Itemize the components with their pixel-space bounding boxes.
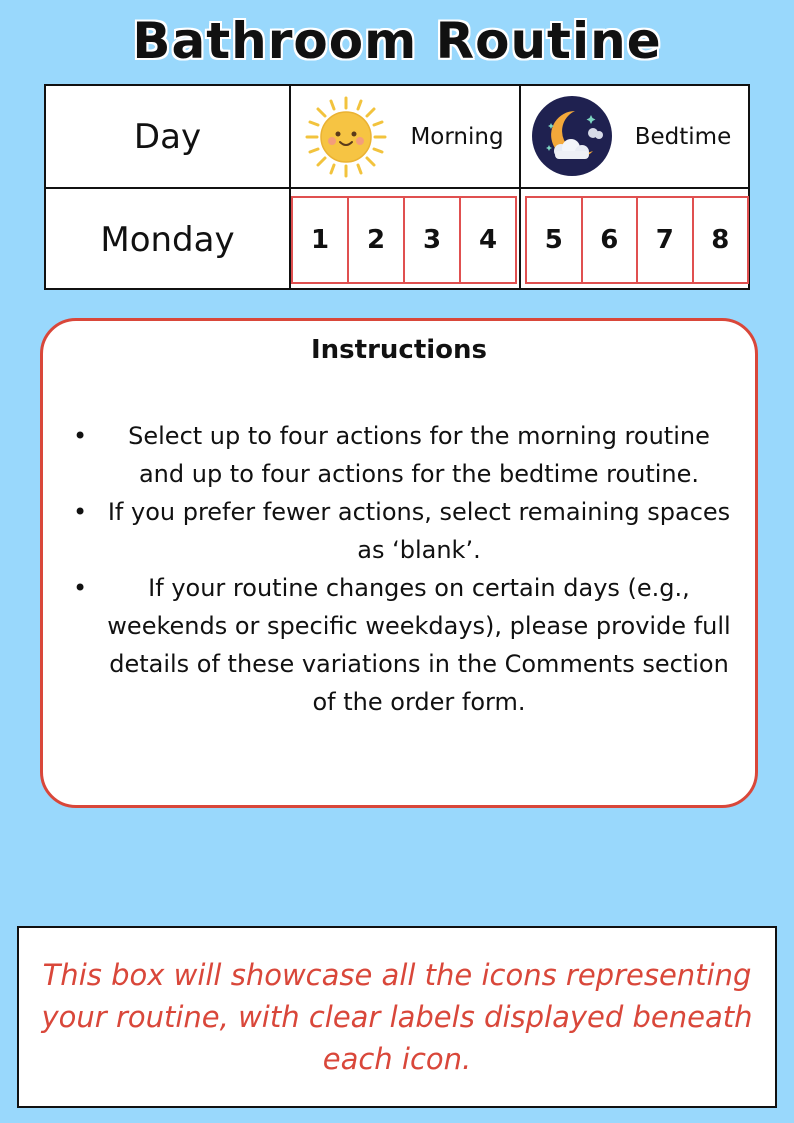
instructions-heading: Instructions bbox=[310, 335, 488, 365]
instructions-list bbox=[73, 417, 733, 721]
bedtime-slot[interactable]: 8 bbox=[711, 225, 730, 255]
moon-icon bbox=[531, 95, 613, 177]
instruction-item bbox=[73, 493, 733, 569]
morning-slot[interactable]: 3 bbox=[405, 198, 461, 282]
morning-slot[interactable]: 4 bbox=[478, 225, 498, 255]
day-name: Monday bbox=[100, 219, 235, 260]
page-title: Bathroom Routine bbox=[132, 12, 662, 70]
bullet-icon: • bbox=[73, 422, 88, 450]
bedtime-label: Bedtime bbox=[634, 123, 732, 150]
morning-slots bbox=[291, 196, 517, 284]
instruction-text: If you prefer fewer actions, select remaining spaces as ‘blank’. bbox=[107, 498, 731, 564]
morning-slot[interactable]: 1 bbox=[293, 198, 349, 282]
instruction-text: If your routine changes on certain days (e.g., weekends or specific weekdays), please provide full details of these variations in the Comments section of the order form. bbox=[107, 574, 731, 716]
instruction-item bbox=[73, 569, 733, 721]
morning-slot[interactable]: 2 bbox=[349, 198, 405, 282]
morning-label: Morning bbox=[410, 123, 504, 150]
day-header: Day bbox=[133, 116, 202, 157]
instruction-item bbox=[73, 417, 733, 493]
routine-table bbox=[44, 84, 750, 290]
bullet-icon: • bbox=[73, 574, 88, 602]
instruction-text: Select up to four actions for the morning routine and up to four actions for the bedtime routine. bbox=[128, 422, 710, 488]
showcase-text: This box will showcase all the icons representing your routine, with clear labels displayed beneath each icon. bbox=[41, 958, 753, 1076]
sun-icon bbox=[303, 94, 389, 180]
bedtime-slot[interactable]: 5 bbox=[527, 198, 583, 282]
bedtime-slots bbox=[525, 196, 749, 284]
bedtime-slot[interactable]: 6 bbox=[583, 198, 639, 282]
morning-header bbox=[291, 86, 519, 187]
bedtime-slot[interactable]: 7 bbox=[638, 198, 694, 282]
icon-showcase-box bbox=[17, 926, 777, 1108]
bullet-icon: • bbox=[73, 498, 88, 526]
instructions-panel bbox=[40, 318, 758, 808]
bedtime-header bbox=[521, 86, 750, 187]
